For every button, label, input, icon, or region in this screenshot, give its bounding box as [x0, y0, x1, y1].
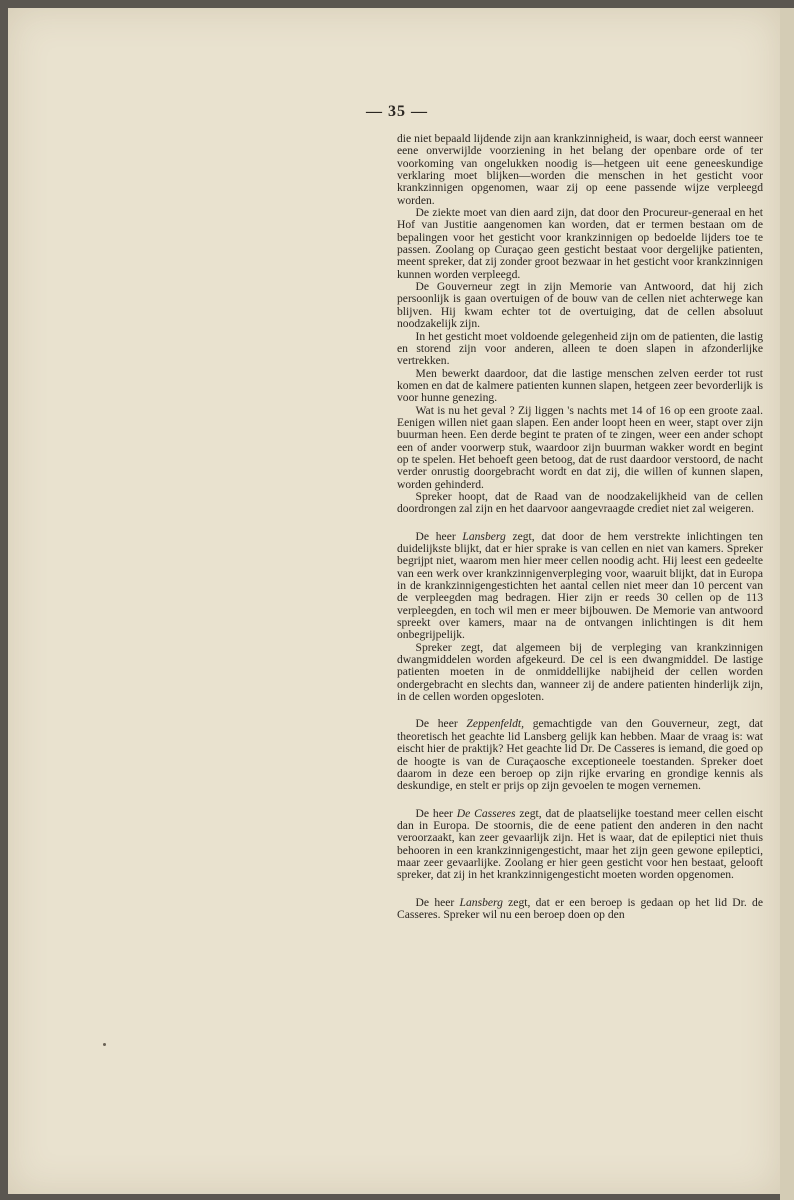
paragraph: Wat is nu het geval ? Zij liggen 's nachts met 14 of 16 op een groote zaal. Eenigen willen niet gaan slapen. Een ander loopt heen en weer, stapt over zijn buurman heen. Een derde begint te praten of te zingen, weer een ander schopt een of ander voorwerp stuk, waardoor zijn buurman wakker wordt en begint op te spelen. Het behoeft geen betoog, dat de rust daardoor verstoord, de nacht verder onrustig doorgebracht wordt en dat zij, die willen of kunnen slapen, worden gehinderd. — [397, 403, 763, 491]
paragraph: De Gouverneur zegt in zijn Memorie van Antwoord, dat hij zich persoonlijk is gaan overtuigen of de bouw van de cellen niet achterwege kan blijven. Hij kwam echter tot de overtuiging, dat de cellen absoluut noodzakelijk zijn. — [397, 280, 763, 331]
speech-zeppenfeldt — [397, 718, 763, 792]
speech-intro: De heer — [415, 806, 457, 820]
speaker-name: Lansberg — [462, 529, 506, 543]
speech-intro: De heer — [415, 717, 467, 731]
speaker-name: Lansberg — [459, 895, 503, 909]
paper-speck — [103, 1043, 106, 1046]
paragraph: Spreker hoopt, dat de Raad van de noodzakelijkheid van de cellen doordrongen zal zijn en het daarvoor aangevraagde crediet niet zal weigeren. — [397, 489, 763, 516]
speaker-name: Zeppenfeldt, — [466, 717, 525, 731]
main-text-column — [397, 133, 763, 921]
page-edge — [780, 8, 794, 1200]
speech-text: zegt, dat door de hem verstrekte inlichtingen ten duidelijkste blijkt, dat er hier sprake is van cellen en niet van kamers. Spreker begrijpt niet, waarom men hier meer cellen noodig acht. Hij leest een gedeelte van een werk over krankzinnigenverpleging voor, waaruit blijkt, dat in Europa in de krankzinnigengestichten het aantal cellen niet meer dan 10 percent van de verpleegden mag bedragen. Hier zijn er reeds 30 cellen op de 113 verpleegden, en toch wil men er meer bijbouwen. De Memorie van antwoord spreekt over kamers, maar na de ontvangen inlichtingen is dit hem onbegrijpelijk. — [397, 529, 764, 642]
paragraph: die niet bepaald lijdende zijn aan krankzinnigheid, is waar, doch eerst wanneer eene onverwijlde voorziening in het belang der openbare orde of ter voorkoming van ongelukken noodig is—hetgeen uit eene geneeskundige verklaring moet blijken—worden die menschen in het gesticht voor krankzinnigen opgenomen, waar zij op eene passende wijze verpleegd worden. — [397, 132, 763, 207]
speech-intro: De heer — [415, 895, 460, 909]
speech-de-casseres — [397, 808, 763, 882]
speech-lansberg — [397, 531, 763, 642]
speaker-name: De Casseres — [456, 806, 516, 820]
paragraph: Men bewerkt daardoor, dat die lastige menschen zelven eerder tot rust komen en dat de kalmere patienten kunnen slapen, hetgeen zeer bevorderlijk is voor hunne genezing. — [397, 366, 763, 405]
speech-text: zegt, dat de plaatselijke toestand meer cellen eischt dan in Europa. De stoornis, die de eene patient den anderen in den nacht veroorzaakt, kan zeer gevaarlijk zijn. Het is waar, dat de epileptici niet thuis behooren in een krankzinnigengesticht, maar het zijn geen gewone epileptici, maar zeer gevaarlijke. Zoolang er hier geen gesticht voor hen bestaat, gelooft spreker, dat zij in het krankzinnigengesticht moeten worden opgenomen. — [397, 806, 764, 882]
paragraph: De ziekte moet van dien aard zijn, dat door den Procureur-generaal en het Hof van Justitie aangenomen kan worden, dat er termen bestaan om de bepalingen voor het gesticht voor krankzinnigen op bedoelde lijders toe te passen. Zoolang op Curaçao geen gesticht bestaat voor dergelijke patienten, meent spreker, dat zij zonder groot bezwaar in het gesticht voor krankzinnigen kunnen worden verpleegd. — [397, 206, 763, 281]
page-number: — 35 — — [366, 103, 428, 120]
paragraph: In het gesticht moet voldoende gelegenheid zijn om de patienten, die lastig en storend zijn voor anderen, alleen te doen slapen in afzonderlijke vertrekken. — [397, 329, 763, 368]
speech-text: gemachtigde van den Gouverneur, zegt, dat theoretisch het geachte lid Lansberg gelijk kan hebben. Maar de vraag is: wat eischt hier de praktijk? Het geachte lid Dr. De Casseres is iemand, die goed op de hoogte is van de Curaçaosche exceptioneele toestanden. Spreker doet daarom in deze een beroep op zijn rijke ervaring en grondige kennis als deskundige, en stelt er prijs op zijn gevoelen te mogen vernemen. — [397, 717, 764, 793]
speech-intro: De heer — [415, 529, 463, 543]
speech-text: zegt, dat er een beroep is gedaan op het lid Dr. de Casseres. Spreker wil nu een beroep doen op den — [397, 895, 763, 921]
speech-lansberg-2 — [397, 897, 763, 922]
paragraph: Spreker zegt, dat algemeen bij de verpleging van krankzinnigen dwangmiddelen worden afgekeurd. De cel is een dwangmiddel. De lastige patienten moeten in de onmiddellijke nabijheid der cellen worden ondergebracht en slechts dan, wanneer zij de andere patienten hinderlijk zijn, in de cellen worden opgesloten. — [397, 640, 763, 704]
